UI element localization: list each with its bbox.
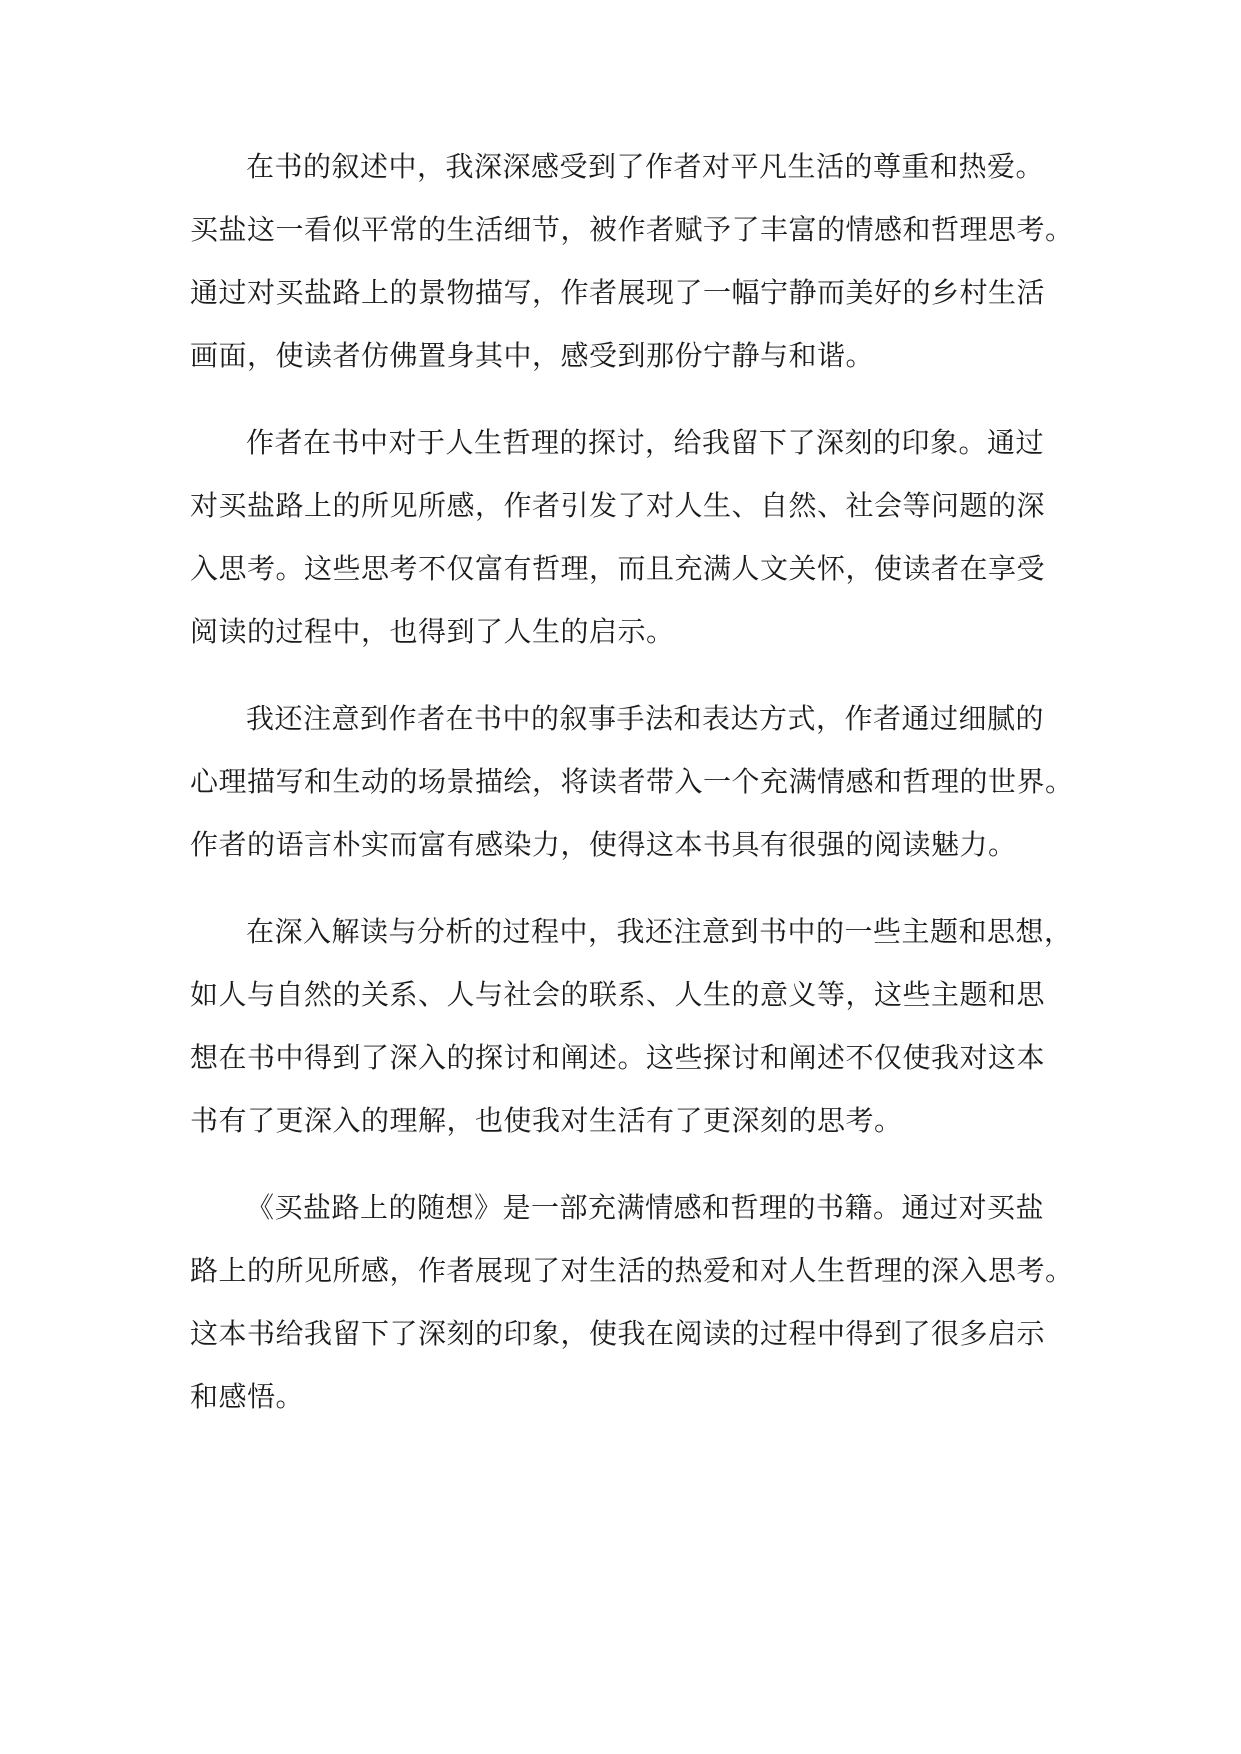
text-line: 阅读的过程中，也得到了人生的启示。 [190, 615, 675, 648]
paragraph-3 [190, 687, 1090, 876]
paragraph-4 [190, 900, 1090, 1152]
text-line: 书有了更深入的理解，也使我对生活有了更深刻的思考。 [190, 1104, 903, 1137]
paragraph-5 [190, 1176, 1090, 1428]
text-line: 在书的叙述中，我深深感受到了作者对平凡生活的尊重和热爱。 [246, 150, 1045, 183]
text-line: 和感悟。 [190, 1380, 305, 1413]
text-line: 《买盐路上的随想》是一部充满情感和哲理的书籍。通过对买盐 [246, 1191, 1045, 1224]
text-line: 画面，使读者仿佛置身其中，感受到那份宁静与和谐。 [190, 339, 875, 372]
text-line: 这本书给我留下了深刻的印象，使我在阅读的过程中得到了很多启示 [190, 1317, 1046, 1350]
text-line: 作者在书中对于人生哲理的探讨，给我留下了深刻的印象。通过 [246, 426, 1045, 459]
text-line: 我还注意到作者在书中的叙事手法和表达方式，作者通过细腻的 [246, 702, 1045, 735]
text-line: 路上的所见所感，作者展现了对生活的热爱和对人生哲理的深入思考。 [190, 1254, 1074, 1287]
text-line: 通过对买盐路上的景物描写，作者展现了一幅宁静而美好的乡村生活 [190, 276, 1046, 309]
text-line: 对买盐路上的所见所感，作者引发了对人生、自然、社会等问题的深 [190, 489, 1046, 522]
text-line: 买盐这一看似平常的生活细节，被作者赋予了丰富的情感和哲理思考。 [190, 213, 1074, 246]
text-line: 想在书中得到了深入的探讨和阐述。这些探讨和阐述不仅使我对这本 [190, 1041, 1046, 1074]
document-body [190, 135, 1090, 1452]
text-line: 如人与自然的关系、人与社会的联系、人生的意义等，这些主题和思 [190, 978, 1046, 1011]
text-line: 作者的语言朴实而富有感染力，使得这本书具有很强的阅读魅力。 [190, 828, 1017, 861]
text-line: 入思考。这些思考不仅富有哲理，而且充满人文关怀，使读者在享受 [190, 552, 1046, 585]
paragraph-1 [190, 135, 1090, 387]
text-line: 在深入解读与分析的过程中，我还注意到书中的一些主题和思想， [246, 915, 1073, 948]
paragraph-2 [190, 411, 1090, 663]
text-line: 心理描写和生动的场景描绘，将读者带入一个充满情感和哲理的世界。 [190, 765, 1074, 798]
